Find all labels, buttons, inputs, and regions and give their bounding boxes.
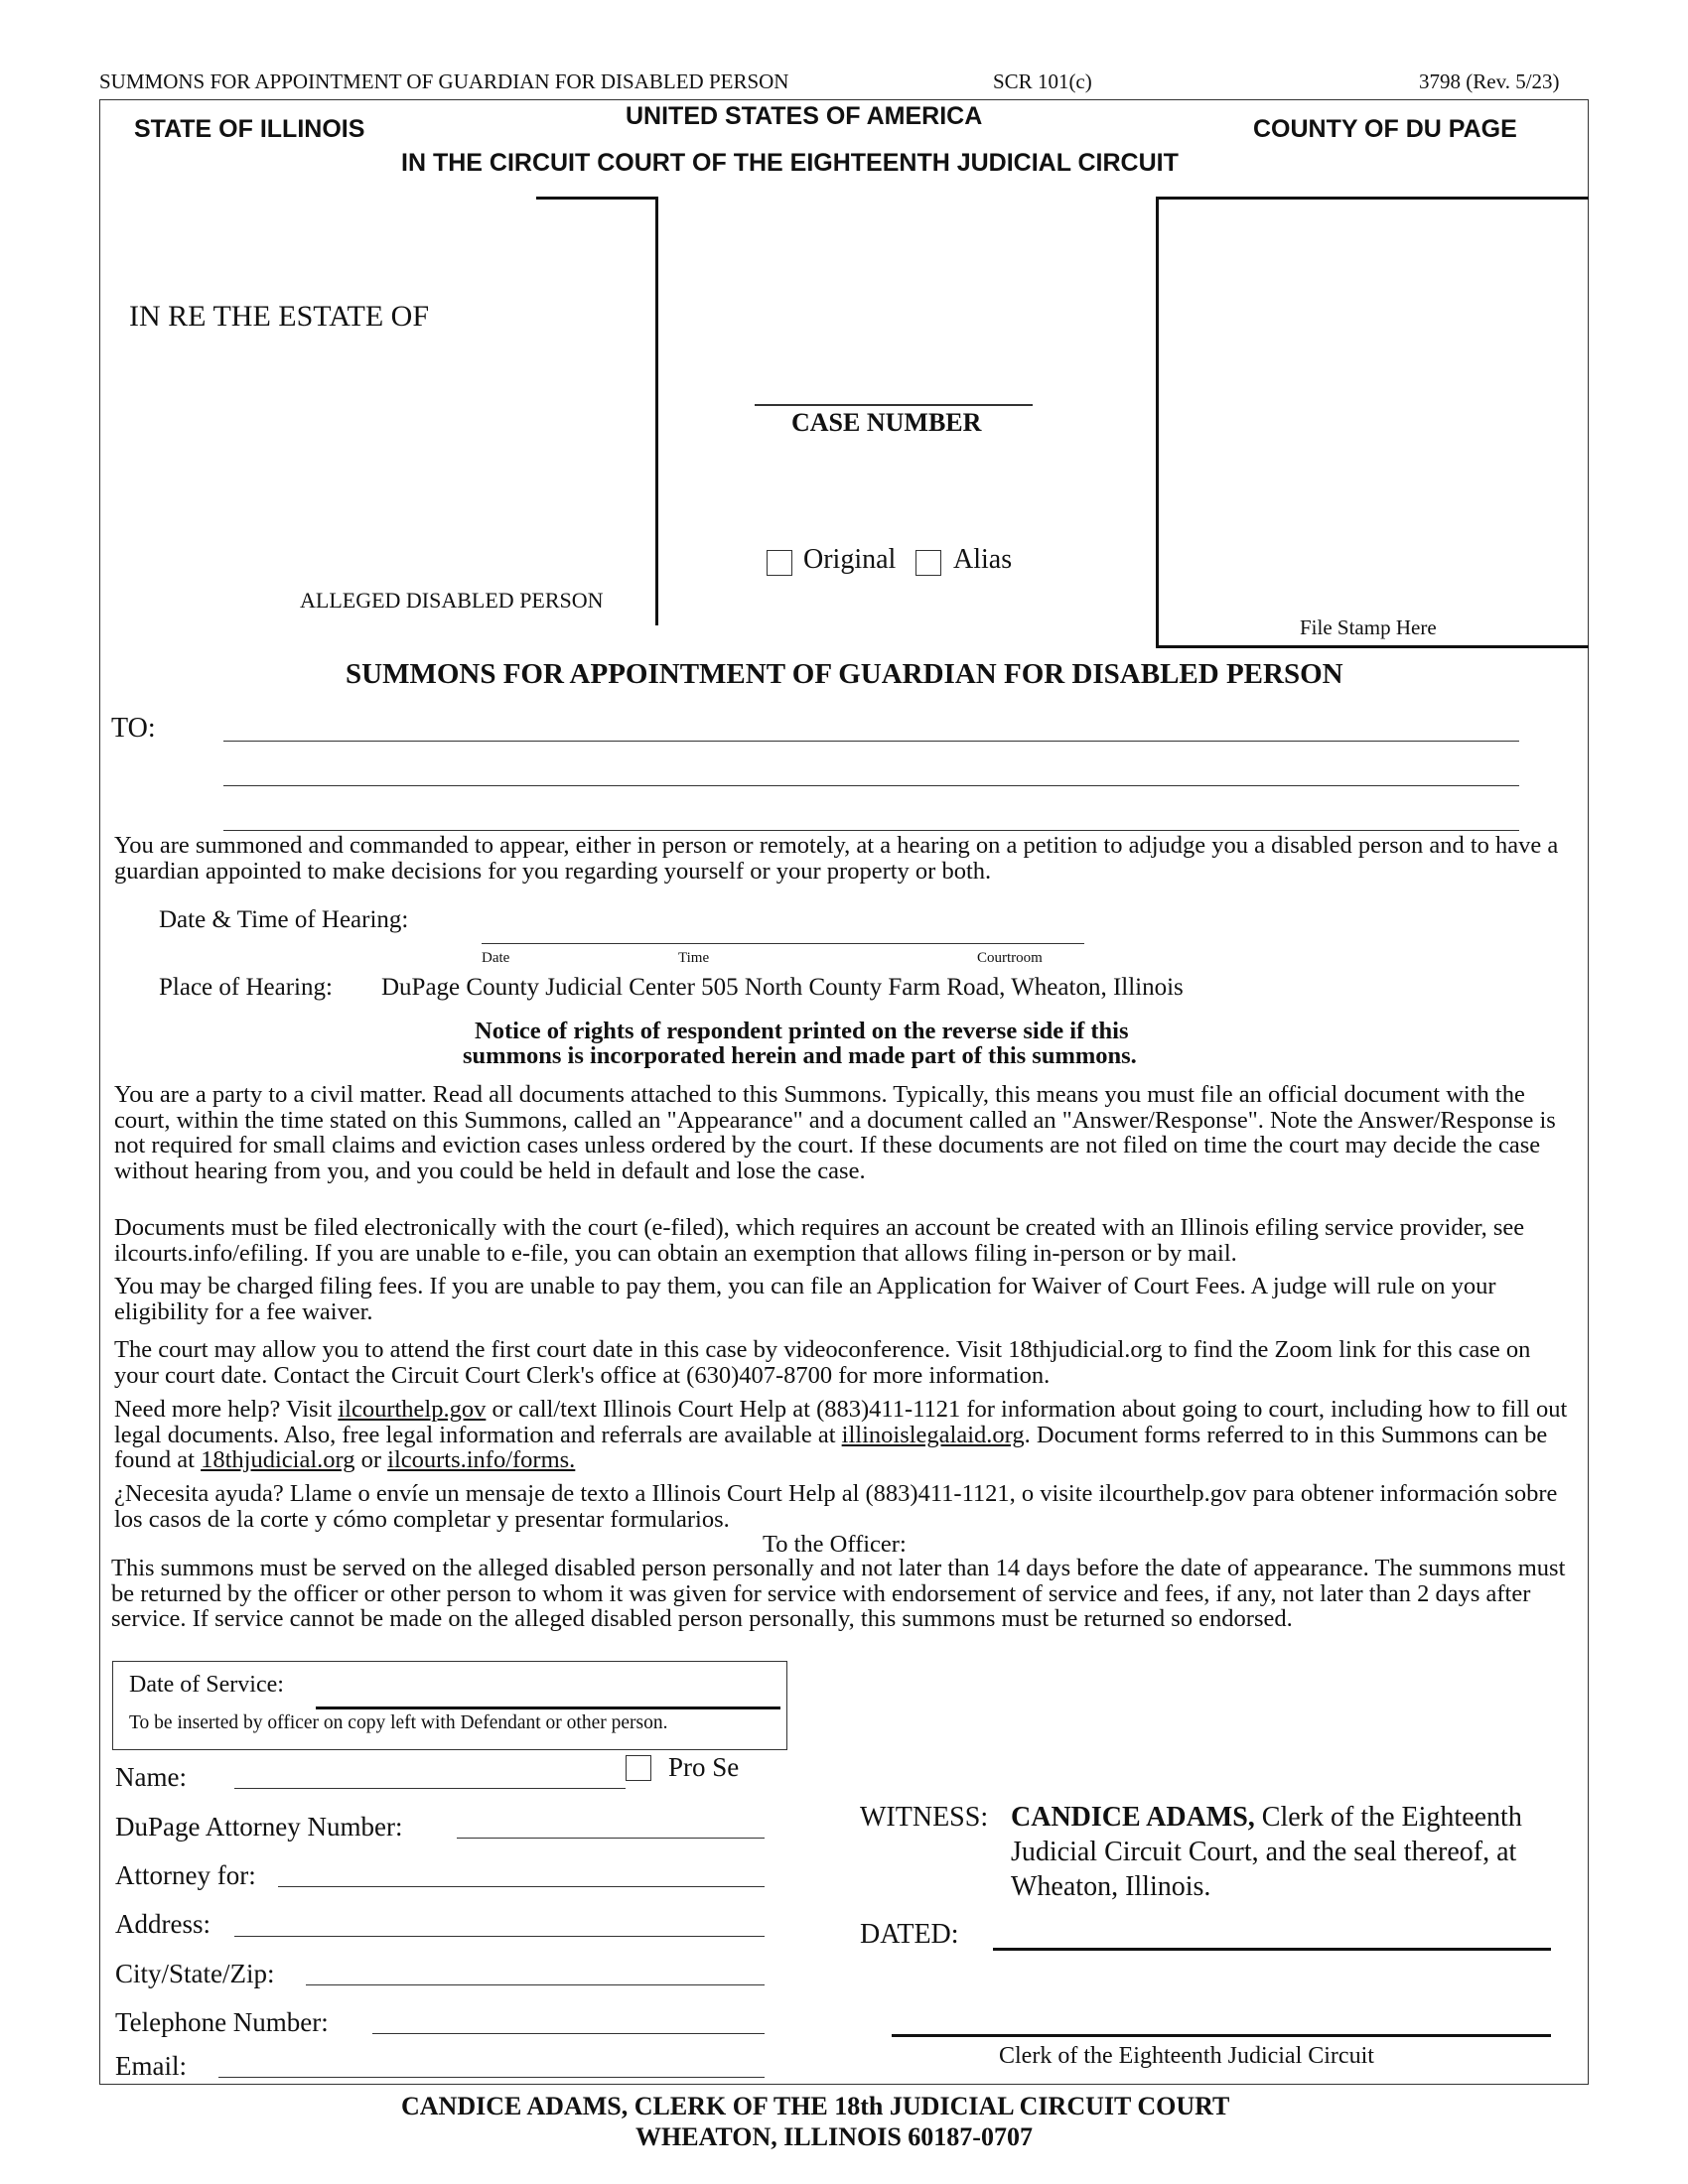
hearing-date-label: Date (482, 950, 510, 966)
case-number-label: CASE NUMBER (791, 408, 982, 437)
hearing-courtroom-label: Courtroom (977, 950, 1043, 966)
estate-label: IN RE THE ESTATE OF (129, 300, 430, 333)
telephone-label: Telephone Number: (115, 2007, 329, 2037)
city-state-zip-line[interactable] (306, 1984, 765, 1985)
pro-se-label: Pro Se (668, 1752, 740, 1782)
notice-line-1: Notice of rights of respondent printed on the reverse side if this (475, 1018, 1129, 1044)
alias-label: Alias (953, 544, 1013, 575)
ilcourts-forms-link[interactable]: ilcourts.info/forms. (387, 1446, 576, 1473)
attorney-number-label: DuPage Attorney Number: (115, 1812, 403, 1842)
state-label: STATE OF ILLINOIS (134, 115, 365, 143)
hearing-time-label: Time (678, 950, 710, 966)
clerk-signature-line[interactable] (892, 2034, 1551, 2037)
address-label: Address: (115, 1909, 211, 1939)
videoconference-paragraph: The court may allow you to attend the first court date in this case by videoconference. Visit 18thjudicial.org to find the Zoom link for this case on your court date. Contact the Circuit Court Clerk's office at (630)407-8700 for more information. (114, 1336, 1531, 1389)
notice-line-2: summons is incorporated herein and made part of this summons. (463, 1042, 1137, 1069)
to-line-3[interactable] (223, 830, 1519, 831)
date-of-service-line[interactable] (316, 1706, 780, 1709)
hearing-date-time-line[interactable] (482, 943, 1084, 944)
attorney-for-line[interactable] (278, 1886, 765, 1887)
officer-heading: To the Officer: (763, 1531, 907, 1558)
date-of-service-label: Date of Service: (129, 1672, 284, 1698)
party-label: ALLEGED DISABLED PERSON (300, 588, 604, 613)
attorney-for-label: Attorney for: (115, 1860, 256, 1890)
date-of-service-note: To be inserted by officer on copy left with Defendant or other person. (129, 1712, 668, 1733)
witness-label: WITNESS: (860, 1802, 989, 1833)
city-state-zip-label: City/State/Zip: (115, 1959, 275, 1988)
summons-title: SUMMONS FOR APPOINTMENT OF GUARDIAN FOR DISABLED PERSON (346, 658, 1343, 690)
telephone-line[interactable] (372, 2033, 765, 2034)
case-number-line[interactable] (755, 404, 1033, 406)
officer-paragraph: This summons must be served on the alleged disabled person personally and not later than 14 days before the date of appearance. The summons must be returned by the officer or other person to whom it was given for service with endorsement of service and fees, if any, not later than 2 days after service. If service cannot be made on the alleged disabled person personally, this summons must be returned so endorsed. (111, 1555, 1566, 1632)
footer-line-2: WHEATON, ILLINOIS 60187-0707 (635, 2122, 1033, 2151)
illinoislegalaid-link[interactable]: illinoislegalaid.org (841, 1421, 1025, 1448)
county-label: COUNTY OF DU PAGE (1253, 115, 1517, 143)
witness-line-2: Judicial Circuit Court, and the seal thereof, at (1011, 1837, 1517, 1867)
ilcourthelp-link[interactable]: ilcourthelp.gov (338, 1396, 487, 1423)
to-line-1[interactable] (223, 741, 1519, 742)
18thjudicial-link[interactable]: 18thjudicial.org (201, 1446, 355, 1473)
efiling-paragraph: Documents must be filed electronically with the court (e-filed), which requires an account be created with an Illinois efiling service provider, see ilcourts.info/efiling. If you are unable to e-file, you can obtain an exemption that allows filing in-person or by mail. (114, 1214, 1525, 1267)
fees-paragraph: You may be charged filing fees. If you are unable to pay them, you can file an Application for Waiver of Court Fees. A judge will rule on your eligibility for a fee waiver. (114, 1273, 1496, 1325)
clerk-name: CANDICE ADAMS, (1011, 1802, 1255, 1833)
form-title-header: SUMMONS FOR APPOINTMENT OF GUARDIAN FOR DISABLED PERSON (99, 69, 789, 93)
place-value: DuPage County Judicial Center 505 North County Farm Road, Wheaton, Illinois (381, 974, 1184, 1001)
rule-number: SCR 101(c) (993, 69, 1092, 93)
attorney-name-label: Name: (115, 1762, 187, 1792)
summoned-paragraph: You are summoned and commanded to appear, either in person or remotely, at a hearing on a petition to adjudge you a disabled person and to have a guardian appointed to make decisions for you regarding yourself or your property or both. (114, 832, 1559, 885)
hearing-date-time-label: Date & Time of Hearing: (159, 906, 409, 933)
email-label: Email: (115, 2051, 187, 2081)
file-stamp-label: File Stamp Here (1300, 615, 1437, 639)
footer-line-1: CANDICE ADAMS, CLERK OF THE 18th JUDICIAL CIRCUIT COURT (401, 2092, 1230, 2120)
form-number: 3798 (Rev. 5/23) (1419, 69, 1560, 93)
to-label: TO: (111, 713, 156, 744)
dated-label: DATED: (860, 1919, 959, 1950)
alias-checkbox[interactable] (915, 550, 941, 576)
country-label: UNITED STATES OF AMERICA (626, 102, 983, 130)
place-label: Place of Hearing: (159, 974, 333, 1001)
email-line[interactable] (218, 2077, 765, 2078)
pro-se-checkbox[interactable] (626, 1755, 651, 1781)
spanish-help-paragraph: ¿Necesita ayuda? Llame o envíe un mensaje de texto a Illinois Court Help al (883)411-1121, o visite ilcourthelp.gov para obtener información sobre los casos de la corte y cómo completar y presentar formularios. (114, 1480, 1558, 1533)
address-line[interactable] (234, 1936, 765, 1937)
clerk-signature-caption: Clerk of the Eighteenth Judicial Circuit (999, 2043, 1374, 2069)
attorney-number-line[interactable] (457, 1838, 765, 1839)
civil-matter-paragraph: You are a party to a civil matter. Read all documents attached to this Summons. Typically, this means you must file an official document with the court, within the time stated on this Summons, called an "Appearance" and a document called an "Answer/Response". Note the Answer/Response is not required for small claims and eviction cases unless ordered by the court. If these documents are not filed on time the court may decide the case without hearing from you, and you could be held in default and lose the case. (114, 1081, 1556, 1184)
dated-line[interactable] (993, 1948, 1551, 1951)
help-paragraph: Need more help? Visit ilcourthelp.gov or call/text Illinois Court Help at (883)411-1121 for information about going to court, including how to fill out legal documents. Also, free legal information and referrals are available at illinoislegalaid.org. Document forms referred to in this Summons can be found at 18thjudicial.org or ilcourts.info/forms. (114, 1396, 1568, 1473)
witness-line-3: Wheaton, Illinois. (1011, 1871, 1211, 1902)
attorney-name-line[interactable] (234, 1788, 626, 1789)
witness-line-1: CANDICE ADAMS, Clerk of the Eighteenth (1011, 1802, 1522, 1833)
original-label: Original (803, 544, 897, 575)
to-line-2[interactable] (223, 785, 1519, 786)
court-label: IN THE CIRCUIT COURT OF THE EIGHTEENTH JUDICIAL CIRCUIT (401, 149, 1179, 177)
original-checkbox[interactable] (767, 550, 792, 576)
